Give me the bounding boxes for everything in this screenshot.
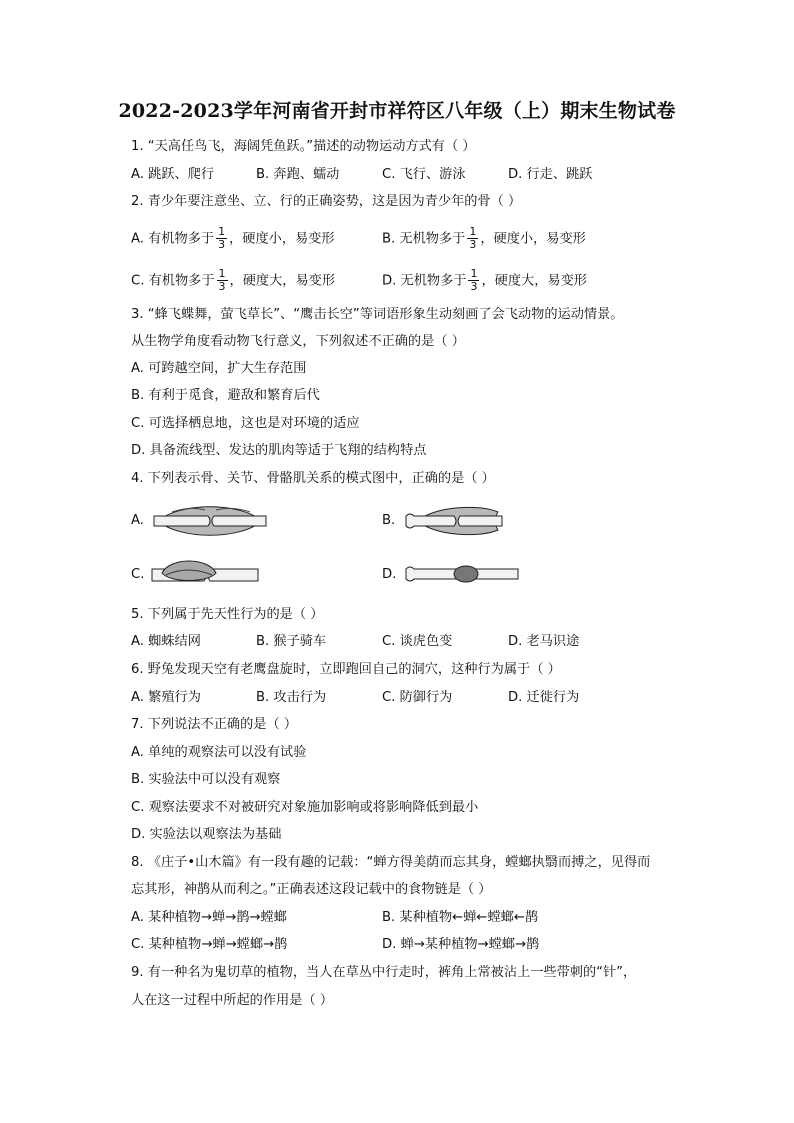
- question-2-option-a-prefix: A. 有机物多于: [131, 231, 215, 247]
- question-9-stem-line-2: 人在这一过程中所起的作用是（ ）: [131, 993, 334, 1008]
- question-6-option-b: B. 攻击行为: [256, 690, 327, 705]
- question-4-option-c: C.: [131, 567, 145, 582]
- question-2-stem: 2. 青少年要注意坐、立、行的正确姿势，这是因为青少年的骨（ ）: [131, 194, 522, 209]
- fraction-one-third: [217, 268, 228, 293]
- question-4-option-b: B.: [382, 513, 396, 528]
- fraction-numerator: 1: [218, 225, 226, 238]
- bone-joint-muscle-diagram-d: [404, 560, 520, 588]
- question-3-option-c: C. 可选择栖息地，这也是对环境的适应: [131, 416, 360, 431]
- question-5-option-b: B. 猴子骑车: [256, 634, 327, 649]
- question-4-stem: 4. 下列表示骨、关节、骨骼肌关系的模式图中，正确的是（ ）: [131, 471, 495, 486]
- question-2-option-c-prefix: C. 有机物多于: [131, 273, 215, 289]
- question-2-option-d: [382, 268, 587, 293]
- question-2-option-a: [131, 226, 335, 251]
- bone-joint-muscle-diagram-a: [150, 500, 270, 542]
- question-3-option-b: B. 有利于觅食，避敌和繁育后代: [131, 388, 320, 403]
- fraction-one-third: [468, 268, 479, 293]
- question-5-stem: 5. 下列属于先天性行为的是（ ）: [131, 607, 324, 622]
- question-7-stem: 7. 下列说法不正确的是（ ）: [131, 717, 298, 732]
- question-5-option-a: A. 蜘蛛结网: [131, 634, 201, 649]
- bone-joint-muscle-diagram-b: [404, 500, 504, 542]
- question-8-option-b: B. 某种植物←蝉←螳螂←鹊: [382, 910, 539, 925]
- fraction-numerator: 1: [470, 267, 478, 280]
- question-6-option-a: A. 繁殖行为: [131, 690, 201, 705]
- question-3-stem-line-1: 3. “蜂飞蝶舞，萤飞草长”、“鹰击长空”等词语形象生动刻画了会飞动物的运动情景。: [131, 307, 624, 322]
- question-8-option-c: C. 某种植物→蝉→螳螂→鹊: [131, 937, 288, 952]
- question-9-stem-line-1: 9. 有一种名为鬼切草的植物，当人在草丛中行走时，裤角上常被沾上一些带刺的“针”，: [131, 965, 637, 980]
- question-1-stem: 1. “天高任鸟飞，海阔凭鱼跃。”描述的动物运动方式有（ ）: [131, 139, 476, 154]
- question-5-option-d: D. 老马识途: [508, 634, 580, 649]
- page-title: 2022-2023学年河南省开封市祥符区八年级（上）期末生物试卷: [118, 100, 676, 122]
- question-7-option-a: A. 单纯的观察法可以没有试验: [131, 745, 307, 760]
- fraction-denominator: 3: [469, 238, 477, 251]
- question-2-option-a-suffix: ，硬度小，易变形: [229, 231, 335, 247]
- question-4-option-a: A.: [131, 513, 144, 528]
- question-7-option-c: C. 观察法要求不对被研究对象施加影响或将影响降低到最小: [131, 800, 479, 815]
- question-1-option-d: D. 行走、跳跃: [508, 167, 593, 182]
- question-2-option-d-suffix: ，硬度大，易变形: [481, 273, 587, 289]
- fraction-numerator: 1: [469, 225, 477, 238]
- question-3-option-a: A. 可跨越空间，扩大生存范围: [131, 361, 307, 376]
- question-6-option-d: D. 迁徙行为: [508, 690, 580, 705]
- bone-joint-muscle-diagram-c: [150, 557, 262, 591]
- question-1-option-a: A. 跳跃、爬行: [131, 167, 215, 182]
- question-4-option-d: D.: [382, 567, 397, 582]
- fraction-one-third: [467, 226, 478, 251]
- question-5-option-c: C. 谈虎色变: [382, 634, 453, 649]
- question-3-stem-line-2: 从生物学角度看动物飞行意义，下列叙述不正确的是（ ）: [131, 334, 465, 349]
- fraction-denominator: 3: [218, 238, 226, 251]
- question-2-option-c-suffix: ，硬度大，易变形: [229, 273, 336, 289]
- question-2-option-d-prefix: D. 无机物多于: [382, 273, 467, 289]
- question-6-option-c: C. 防御行为: [382, 690, 453, 705]
- fraction-numerator: 1: [218, 267, 226, 280]
- question-7-option-d: D. 实验法以观察法为基础: [131, 827, 282, 842]
- question-7-option-b: B. 实验法中可以没有观察: [131, 772, 281, 787]
- fraction-one-third: [216, 226, 227, 251]
- question-2-option-b-suffix: ，硬度小，易变形: [480, 231, 586, 247]
- question-1-option-b: B. 奔跑、蠕动: [256, 167, 340, 182]
- question-8-option-d: D. 蝉→某种植物→螳螂→鹊: [382, 937, 540, 952]
- question-3-option-d: D. 具备流线型、发达的肌肉等适于飞翔的结构特点: [131, 443, 427, 458]
- question-8-option-a: A. 某种植物→蝉→鹊→螳螂: [131, 910, 287, 925]
- question-1-option-c: C. 飞行、游泳: [382, 167, 466, 182]
- question-2-option-b-prefix: B. 无机物多于: [382, 231, 466, 247]
- question-6-stem: 6. 野兔发现天空有老鹰盘旋时，立即跑回自己的洞穴，这种行为属于（ ）: [131, 662, 561, 677]
- question-2-option-c: [131, 268, 335, 293]
- question-2-option-b: [382, 226, 586, 251]
- fraction-denominator: 3: [470, 280, 478, 293]
- fraction-denominator: 3: [218, 280, 226, 293]
- question-8-stem-line-1: 8. 《庄子•山木篇》有一段有趣的记载：“蝉方得美荫而忘其身，螳螂执翳而搏之，见得而: [131, 855, 651, 870]
- question-8-stem-line-2: 忘其形，神鹊从而利之。”正确表述这段记载中的食物链是（ ）: [131, 882, 492, 897]
